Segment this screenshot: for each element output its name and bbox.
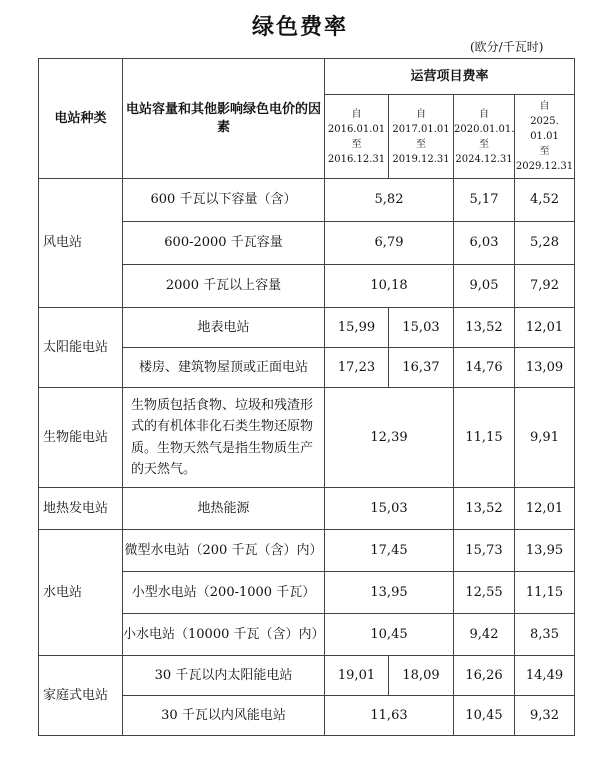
factor-cell: 微型水电站（200 千瓦（含）内） [123, 530, 325, 572]
rate-cell: 15,73 [454, 530, 515, 572]
rate-cell: 5,17 [454, 179, 515, 222]
rate-cell: 10,45 [454, 696, 515, 736]
rate-cell: 12,01 [515, 308, 575, 348]
factor-cell: 小水电站（10000 千瓦（含）内） [123, 614, 325, 656]
header-rates-group: 运营项目费率 [325, 59, 575, 95]
rate-cell: 15,99 [325, 308, 389, 348]
rate-cell: 14,49 [515, 656, 575, 696]
table-row [39, 179, 575, 222]
factor-cell: 2000 千瓦以上容量 [123, 265, 325, 308]
rate-cell: 10,45 [325, 614, 454, 656]
rate-cell: 14,76 [454, 348, 515, 388]
table-row [39, 530, 575, 572]
rate-cell: 9,42 [454, 614, 515, 656]
rate-cell: 9,91 [515, 388, 575, 488]
rate-cell: 18,09 [389, 656, 454, 696]
rate-cell: 13,95 [325, 572, 454, 614]
table-row [39, 308, 575, 348]
table-row [39, 488, 575, 530]
rate-cell: 4,52 [515, 179, 575, 222]
rate-cell: 11,15 [515, 572, 575, 614]
rate-cell: 8,35 [515, 614, 575, 656]
rate-cell: 7,92 [515, 265, 575, 308]
rate-cell: 12,01 [515, 488, 575, 530]
rate-cell: 16,26 [454, 656, 515, 696]
tariff-table [38, 58, 575, 736]
rate-cell: 13,52 [454, 488, 515, 530]
rate-cell: 13,09 [515, 348, 575, 388]
rate-cell: 12,39 [325, 388, 454, 488]
category-cell: 生物能电站 [39, 388, 123, 488]
factor-cell: 生物质包括食物、垃圾和残渣形式的有机体非化石类生物还原物质。生物天然气是指生物质生产的天然气。 [123, 388, 325, 488]
rate-cell: 11,15 [454, 388, 515, 488]
page-title: 绿色费率 [251, 14, 348, 40]
header-period-4: 自 2025. 01.01 至 2029.12.31 [515, 95, 575, 179]
factor-cell: 600 千瓦以下容量（含） [123, 179, 325, 222]
rate-cell: 6,79 [325, 222, 454, 265]
category-cell: 太阳能电站 [39, 308, 123, 388]
rate-cell: 13,95 [515, 530, 575, 572]
rate-cell: 5,28 [515, 222, 575, 265]
rate-cell: 16,37 [389, 348, 454, 388]
header-period-2: 自 2017.01.01 至 2019.12.31 [389, 95, 454, 179]
header-factor: 电站容量和其他影响绿色电价的因素 [123, 59, 325, 179]
rate-cell: 12,55 [454, 572, 515, 614]
factor-cell: 楼房、建筑物屋顶或正面电站 [123, 348, 325, 388]
rate-cell: 9,32 [515, 696, 575, 736]
factor-cell: 地表电站 [123, 308, 325, 348]
rate-cell: 10,18 [325, 265, 454, 308]
rate-cell: 9,05 [454, 265, 515, 308]
factor-cell: 30 千瓦以内太阳能电站 [123, 656, 325, 696]
rate-cell: 6,03 [454, 222, 515, 265]
rate-cell: 5,82 [325, 179, 454, 222]
table-row [39, 388, 575, 488]
factor-cell: 小型水电站（200-1000 千瓦） [123, 572, 325, 614]
header-period-3: 自 2020.01.01. 至 2024.12.31 [454, 95, 515, 179]
table-row [39, 656, 575, 696]
factor-cell: 地热能源 [123, 488, 325, 530]
category-cell: 家庭式电站 [39, 656, 123, 736]
header-period-1: 自 2016.01.01 至 2016.12.31 [325, 95, 389, 179]
rate-cell: 15,03 [389, 308, 454, 348]
rate-cell: 17,45 [325, 530, 454, 572]
factor-cell: 30 千瓦以内风能电站 [123, 696, 325, 736]
category-cell: 地热发电站 [39, 488, 123, 530]
rate-cell: 11,63 [325, 696, 454, 736]
category-cell: 水电站 [39, 530, 123, 656]
factor-cell: 600-2000 千瓦容量 [123, 222, 325, 265]
header-category: 电站种类 [39, 59, 123, 179]
category-cell: 风电站 [39, 179, 123, 308]
unit-label: (欧分/千瓦时) [470, 40, 544, 54]
rate-cell: 19,01 [325, 656, 389, 696]
rate-cell: 15,03 [325, 488, 454, 530]
rate-cell: 13,52 [454, 308, 515, 348]
rate-cell: 17,23 [325, 348, 389, 388]
